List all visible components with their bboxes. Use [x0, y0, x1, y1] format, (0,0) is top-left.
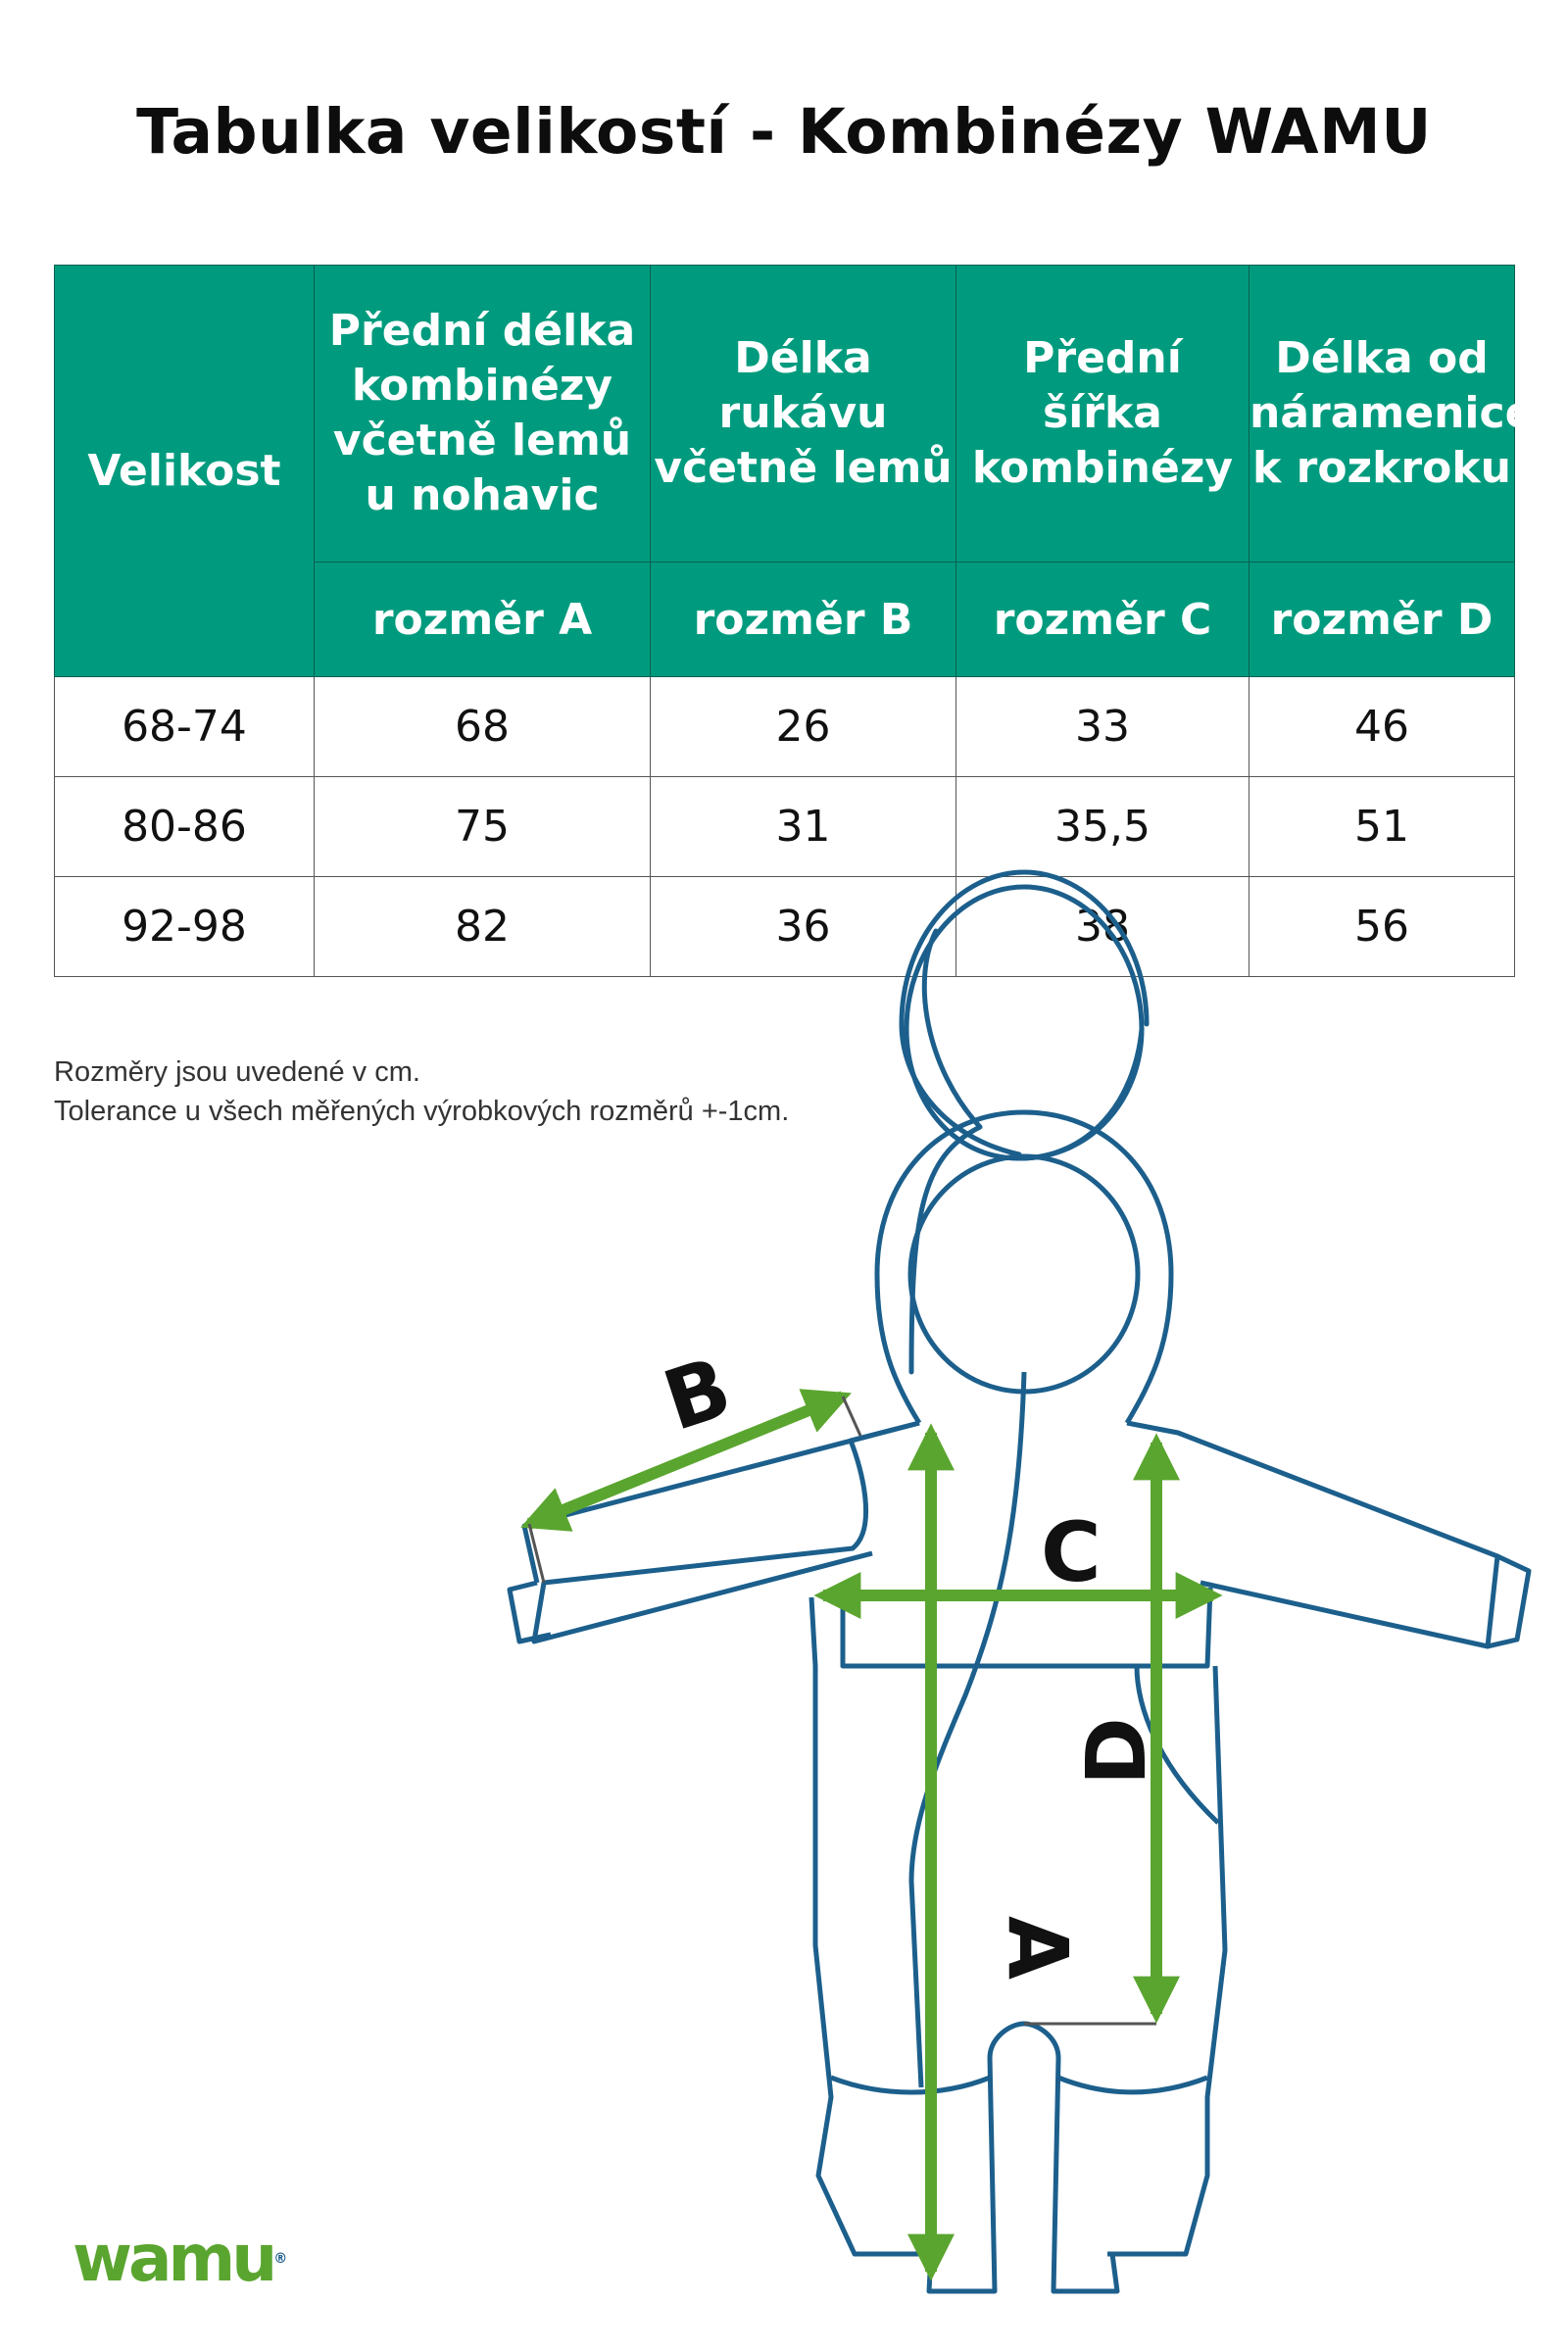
label-b: B	[652, 1339, 743, 1450]
header-label: kombinézy	[971, 443, 1234, 493]
header-label: včetně lemů	[654, 443, 953, 493]
table-cell: 46	[1250, 677, 1515, 777]
header-label: Přední šířka	[1023, 333, 1182, 438]
table-cell: 80-86	[55, 777, 315, 877]
header-label: u nohavic	[365, 470, 600, 520]
tolerance-note: Tolerance u všech měřených výrobkových rozměrů +-1cm.	[54, 1096, 790, 1127]
table-cell: 92-98	[55, 877, 315, 977]
table-cell: 51	[1250, 777, 1515, 877]
table-cell: 26	[651, 677, 956, 777]
header-label: k rozkroku	[1252, 443, 1511, 493]
table-cell: 33	[956, 677, 1250, 777]
page-title: Tabulka velikostí - Kombinézy WAMU	[136, 96, 1432, 168]
table-cell: 68	[315, 677, 651, 777]
table-cell: 36	[651, 877, 956, 977]
jumpsuit-outline	[902, 872, 1147, 1372]
wamu-logo	[73, 2221, 288, 2296]
header-label: Délka od	[1275, 333, 1489, 383]
subheader-b: rozměr B	[651, 563, 956, 677]
table-cell: 35,5	[956, 777, 1250, 877]
subheader-c: rozměr C	[956, 563, 1250, 677]
header-label: Velikost	[87, 445, 281, 496]
label-a: A	[990, 1916, 1086, 1981]
table-cell: 68-74	[55, 677, 315, 777]
label-c: C	[1041, 1504, 1102, 1600]
label-d: D	[1068, 1717, 1164, 1786]
logo-registered-mark: ®	[273, 2251, 288, 2267]
logo-text: wamu	[73, 2221, 274, 2296]
header-label: náramenice	[1250, 388, 1535, 438]
table-cell: 75	[315, 777, 651, 877]
jumpsuit-body	[510, 1112, 1529, 2291]
header-label: včetně lemů	[332, 416, 632, 466]
table-cell: 82	[315, 877, 651, 977]
subheader-a: rozměr A	[315, 563, 651, 677]
table-cell: 56	[1250, 877, 1515, 977]
table-cell: 31	[651, 777, 956, 877]
measurement-arrows	[529, 1396, 1213, 2272]
header-label: Přední délka	[328, 306, 636, 356]
header-label: Délka rukávu	[718, 333, 888, 438]
units-note: Rozměry jsou uvedené v cm.	[54, 1056, 420, 1088]
subheader-d: rozměr D	[1250, 563, 1515, 677]
table-cell: 38	[956, 877, 1250, 977]
header-label: kombinézy	[351, 361, 613, 411]
